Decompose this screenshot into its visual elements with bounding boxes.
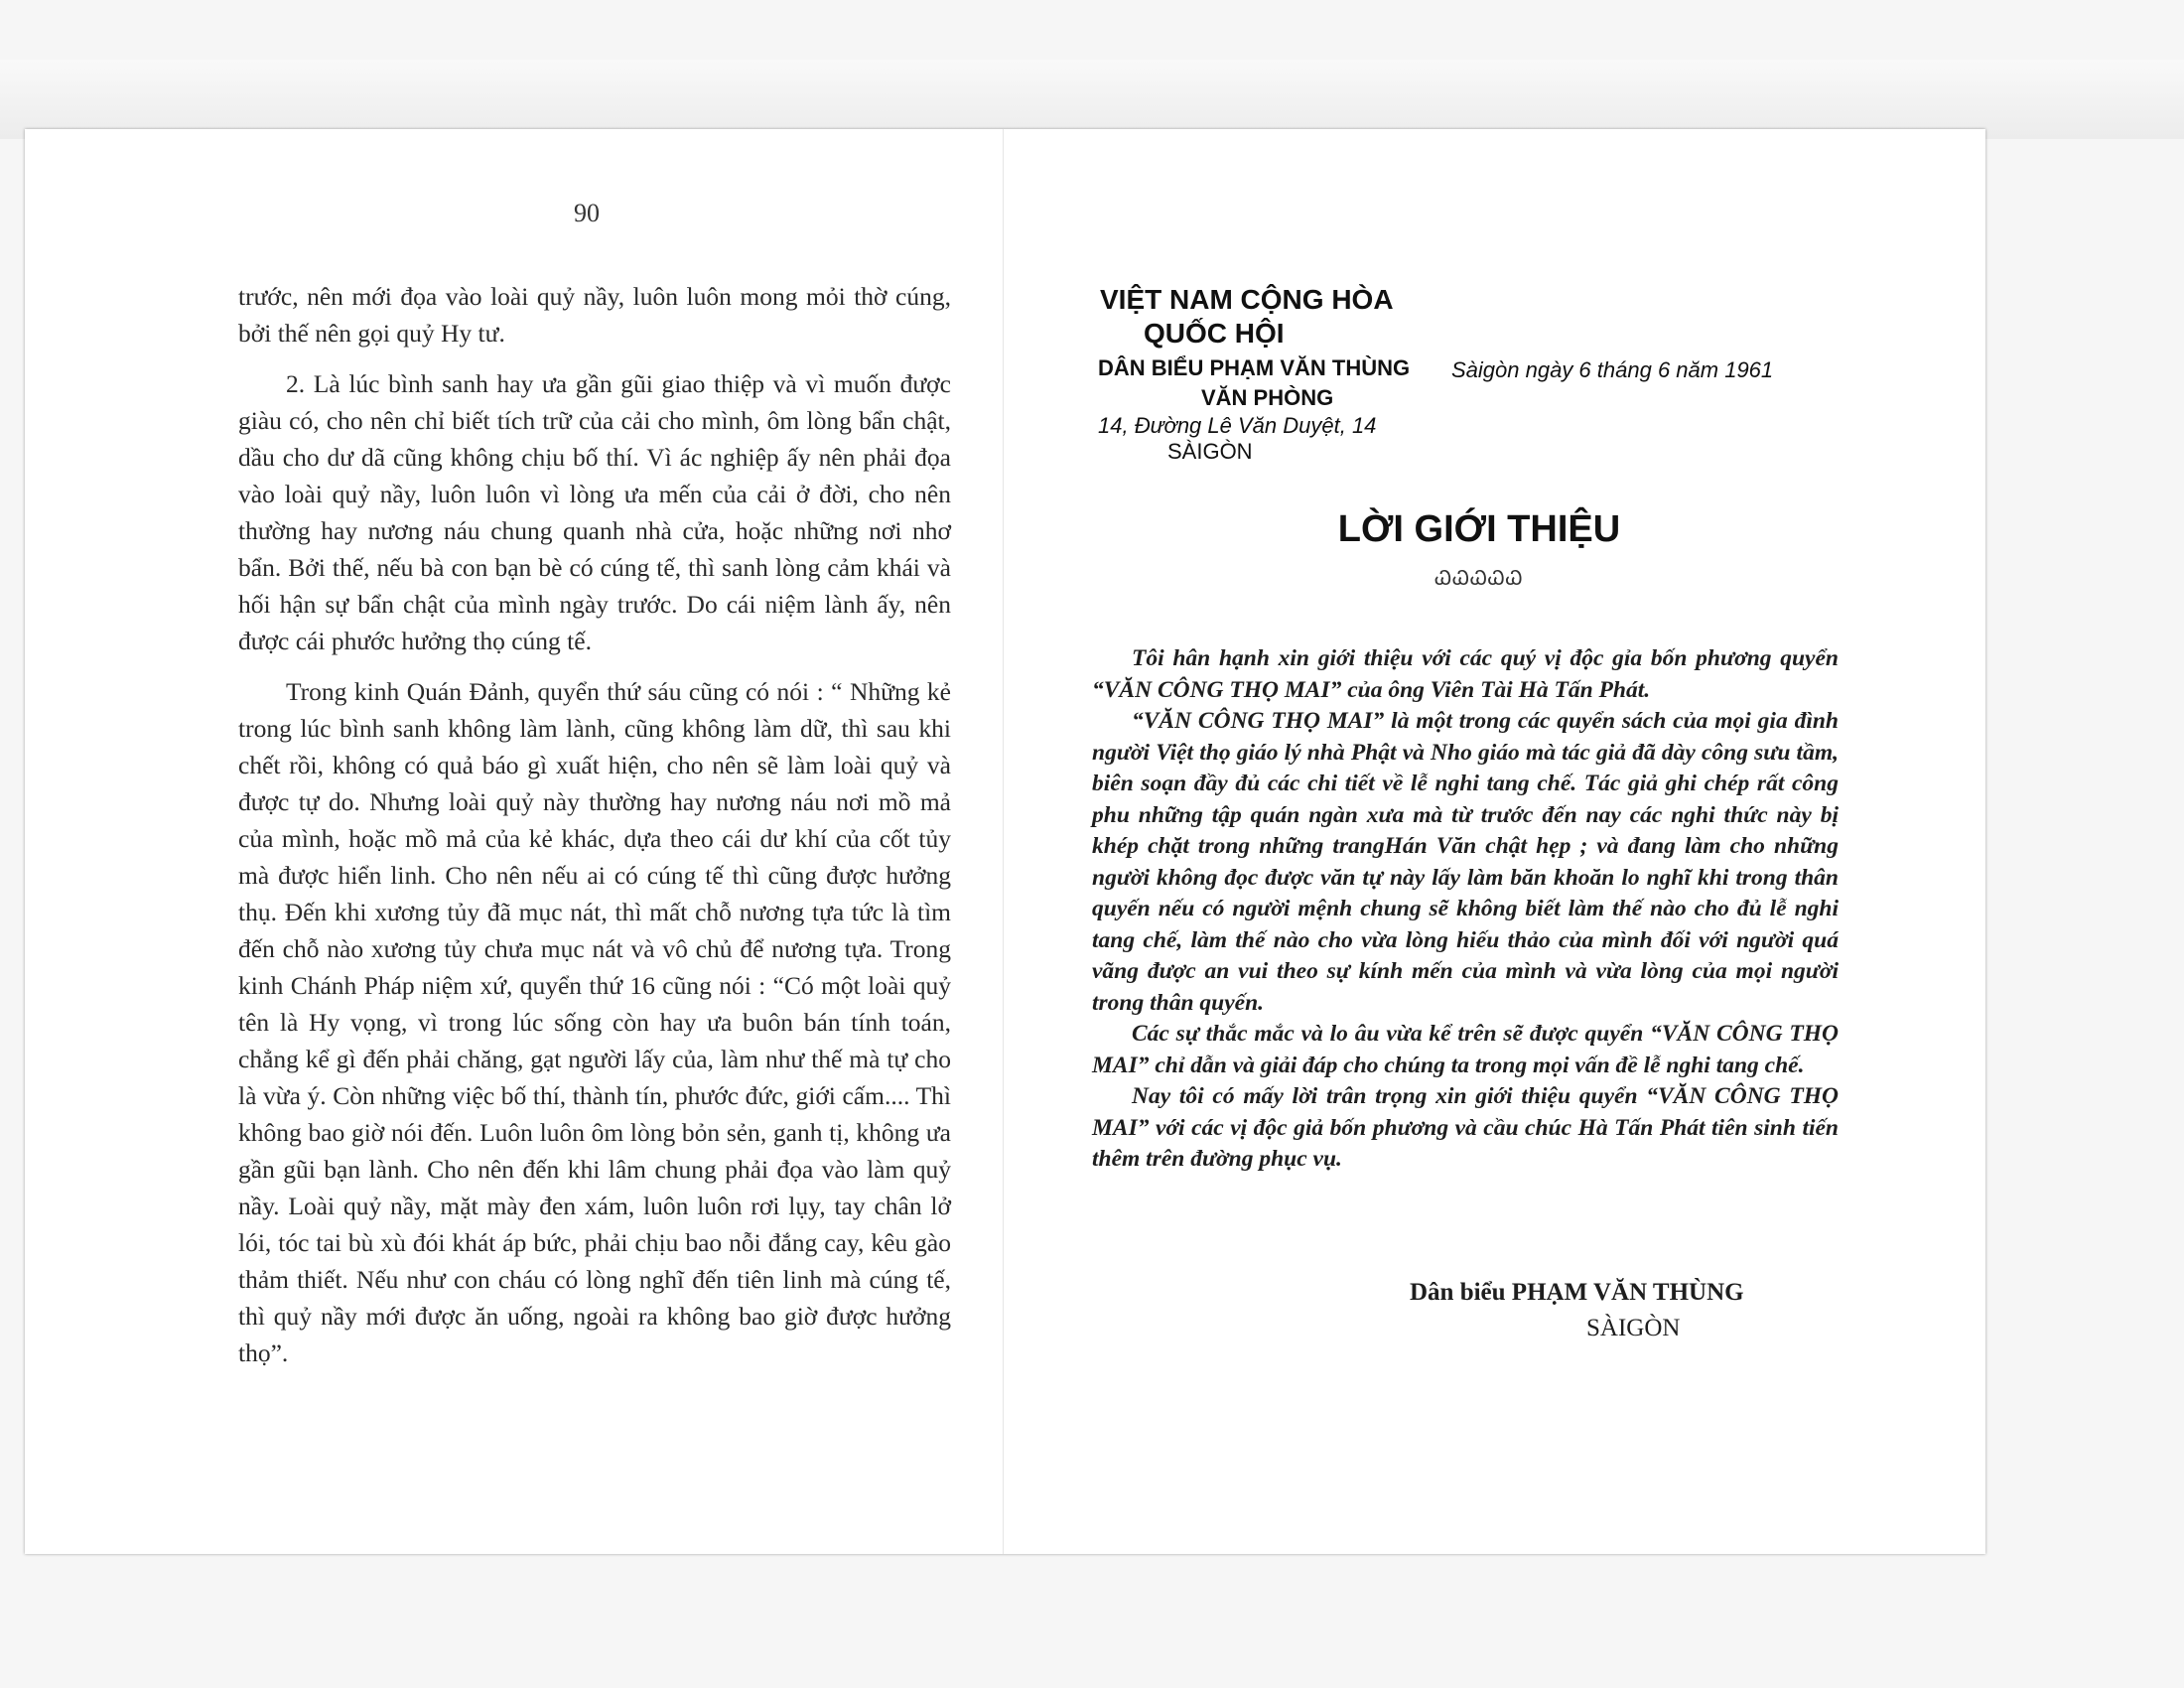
left-paragraph-1: trước, nên mới đọa vào loài quỷ nầy, luôn luôn mong mỏi thờ cúng, bởi thế nên gọi quỷ Hy tư.	[238, 282, 951, 348]
letterhead-assembly: QUỐC HỘI	[1144, 318, 1285, 349]
intro-paragraph-2: “VĂN CÔNG THỌ MAI” là một trong các quyển sách của mọi gia đình người Việt thọ giáo lý nhà Phật và Nho giáo mà tác giả đã dày công sưu tầm, biên soạn đầy đủ các chi tiết về lễ nghi tang chế. Tác giả ghi chép rất công phu những tập quán ngàn xưa mà từ trước đến nay các nghi thức này bị khép chặt trong những trangHán Văn chật hẹp ; và đang làm cho những người không đọc được văn tự này lấy làm băn khoăn lo nghĩ khi trong thân quyến nếu có người mệnh chung sẽ không biết làm thế nào cho đủ lễ nghi tang chế, làm thế nào cho vừa lòng hiếu thảo của mình đối với người quá vãng được an vui theo sự kính mến của mình và vừa lòng của mọi người trong thân quyến.	[1092, 708, 1839, 1016]
left-page-text	[238, 278, 951, 1385]
scan-background	[0, 60, 2184, 139]
letterhead-office: VĂN PHÒNG	[1201, 385, 1334, 410]
signature-city: SÀIGÒN	[1586, 1315, 1681, 1341]
introduction-text	[1092, 643, 1839, 1176]
intro-paragraph-4: Nay tôi có mấy lời trân trọng xin giới thiệu quyển “VĂN CÔNG THỌ MAI” với các vị độc giả bốn phương và cầu chúc Hà Tấn Phát tiên sinh tiến thêm trên đường phục vụ.	[1092, 1083, 1839, 1172]
letterhead-address: 14, Đường Lê Văn Duyệt, 14	[1098, 413, 1377, 438]
intro-paragraph-3: Các sự thắc mắc và lo âu vừa kể trên sẽ được quyển “VĂN CÔNG THỌ MAI” chỉ dẫn và giải đáp cho chúng ta trong mọi vấn đề lễ nghi tang chế.	[1092, 1021, 1839, 1078]
ornament-divider: ᏇᏇᏇᏇᏇ	[1434, 568, 1524, 590]
letterhead-deputy: DÂN BIỂU PHẠM VĂN THÙNG	[1098, 355, 1411, 380]
page-title: LỜI GIỚI THIỆU	[1337, 508, 1621, 550]
letterhead-country: VIỆT NAM CỘNG HÒA	[1100, 284, 1394, 315]
intro-paragraph-1: Tôi hân hạnh xin giới thiệu với các quý vị độc gỉa bốn phương quyển “VĂN CÔNG THỌ MAI” của ông Viên Tài Hà Tấn Phát.	[1092, 645, 1839, 703]
left-paragraph-3: Trong kinh Quán Đảnh, quyển thứ sáu cũng có nói : “ Những kẻ trong lúc bình sanh không làm lành, cũng không làm dữ, thì sau khi chết rồi, không có quả báo gì xuất hiện, cho nên sẽ làm loài quỷ và được tự do. Nhưng loài quỷ này thường hay nương náu nơi mồ mả của mình, hoặc mồ mả của kẻ khác, dựa theo cái dư khí của cốt tủy mà được hiển linh. Cho nên nếu ai có cúng tế thì cũng được hưởng thụ. Đến khi xương tủy đã mục nát, thì mất chỗ nương tựa tức là tìm đến chỗ nào xương tủy chưa mục nát và vô chủ để nương tựa. Trong kinh Chánh Pháp niệm xứ, quyển thứ 16 cũng nói : “Có một loài quỷ tên là Hy vọng, vì trong lúc sống còn hay ưa buôn bán tính toán, chẳng kể gì đến phải chăng, gạt người lấy của, làm như thế mà tự cho là vừa ý. Còn những việc bố thí, thành tín, phước đức, giới cấm.... Thì không bao giờ nói đến. Luôn luôn ôm lòng bỏn sẻn, ganh tị, không ưa gần gũi bạn lành. Cho nên đến khi lâm chung phải đọa vào làm quỷ nầy. Loài quỷ nầy, mặt mày đen xám, luôn luôn rơi lụy, tay chân lở lói, tóc tai bù xù đói khát áp bức, phải chịu bao nỗi đắng cay, kêu gào thảm thiết. Nếu như con cháu có lòng nghĩ đến tiên linh mà cúng tế, thì quỷ nầy mới được ăn uống, ngoài ra không bao giờ được hưởng thọ”.	[238, 677, 951, 1367]
signature-name: Dân biểu PHẠM VĂN THÙNG	[1410, 1279, 1744, 1306]
left-paragraph-2: 2. Là lúc bình sanh hay ưa gần gũi giao thiệp và vì muốn được giàu có, cho nên chỉ biết tích trữ của cải cho mình, ôm lòng bẩn chật, dầu cho dư dã cũng không chịu bố thí. Vì ác nghiệp ấy nên phải đọa vào loài quỷ nầy, luôn luôn vì lòng ưa mến của cải ở đời, cho nên thường hay nương náu chung quanh nhà cửa, hoặc những nơi nhơ bẩn. Bởi thế, nếu bà con bạn bè có cúng tế, thì sanh lòng cảm khái và hối hận sự bẩn chật của mình ngày trước. Do cái niệm lành ấy, nên được cái phước hưởng thọ cúng tế.	[238, 369, 951, 655]
letter-date: Sàigòn ngày 6 tháng 6 năm 1961	[1451, 357, 1774, 382]
page-number: 90	[574, 199, 600, 227]
letterhead-city: SÀIGÒN	[1167, 439, 1253, 464]
